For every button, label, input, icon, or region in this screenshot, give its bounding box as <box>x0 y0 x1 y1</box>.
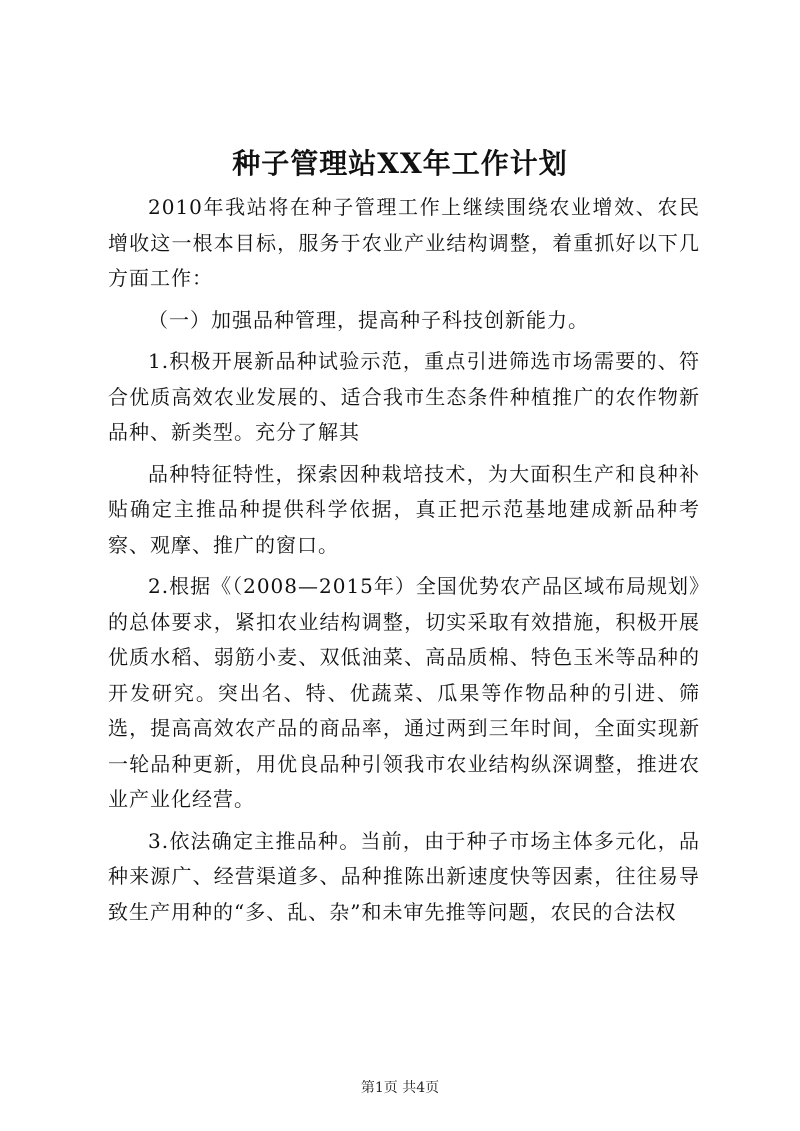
paragraph-item-1-continued: 品种特征特性，探索因种栽培技术，为大面积生产和良种补贴确定主推品种提供科学依据，真正把示范基地建成新品种考察、观摩、推广的窗口。 <box>108 461 700 557</box>
paragraph-item-2: 2.根据《（2008—2015年）全国优势农产品区域布局规划》的总体要求，紧扣农业结构调整，切实采取有效措施，积极开展优质水稻、弱筋小麦、双低油菜、高品质棉、特色玉米等品种的开发研究。突出名、特、优蔬菜、瓜果等作物品种的引进、筛选，提高高效农产品的商品率，通过两到三年时间，全面实现新一轮品种更新，用优良品种引领我市农业结构纵深调整，推进农业产业化经营。 <box>108 574 700 811</box>
document-title: 种子管理站XX年工作计划 <box>232 147 568 180</box>
document-body <box>108 190 700 936</box>
paragraph-intro: 2010年我站将在种子管理工作上继续围绕农业增效、农民增收这一根本目标，服务于农业产业结构调整，着重抓好以下几方面工作： <box>108 195 700 290</box>
section-heading-1: （一）加强品种管理，提高种子科技创新能力。 <box>148 307 589 332</box>
paragraph-item-3: 3.依法确定主推品种。当前，由于种子市场主体多元化，品种来源广、经营渠道多、品种推陈出新速度快等因素，往往易导致生产用种的“多、乱、杂”和未审先推等问题，农民的合法权 <box>108 828 700 924</box>
page-footer: 第1页 共4页 <box>360 1080 440 1096</box>
paragraph-item-1: 1.积极开展新品种试验示范，重点引进筛选市场需要的、符合优质高效农业发展的、适合我市生态条件种植推广的农作物新品种、新类型。充分了解其 <box>108 349 700 444</box>
